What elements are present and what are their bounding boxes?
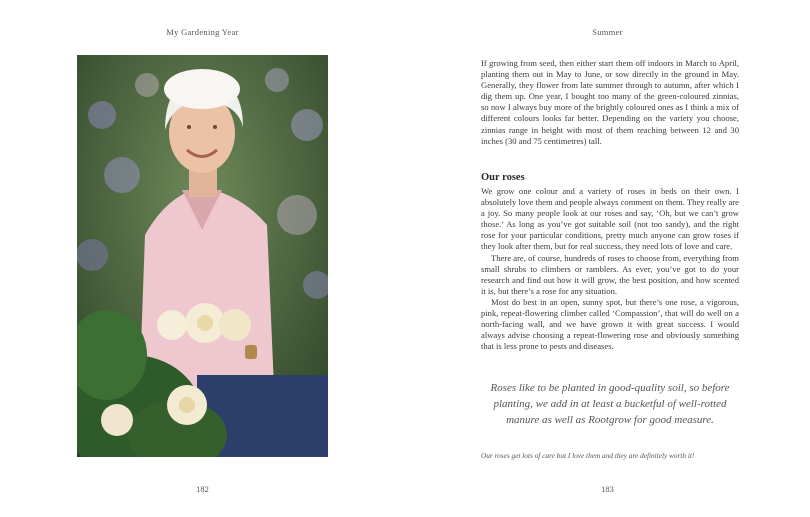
left-running-head: My Gardening Year (166, 27, 239, 37)
roses-paragraph: There are, of course, hundreds of roses to choose from, everything from small shrubs to climbers or ramblers. As ever, you’ve got to do your research and find out how it will grow, the best position, and how scented it is, but there’s a rose for any situation. (481, 252, 739, 296)
roses-section (481, 186, 739, 352)
right-running-head: Summer (592, 27, 623, 37)
portrait-photo (77, 55, 328, 457)
pull-quote: Roses like to be planted in good-quality soil, so before planting, we add in at least a bucketful of well-rotted manure as well as Rootgrow for good measure. (490, 382, 730, 426)
intro-paragraph-text: If growing from seed, then either start them off indoors in March to April, planting them out in May to June, or sow directly in the ground in May. Generally, they flower from late summer through to autumn, after which I dig them up. One year, I bought too many of the green-coloured zinnias, so now I always buy more of the brightly coloured ones as I think a mix of different colours looks far better. Depending on the variety you choose, zinnias range in height with most of them reaching between 12 and 30 inches (30 and 75 centimetres) tall. (481, 58, 739, 146)
left-folio: 182 (196, 484, 209, 494)
roses-paragraph: Most do best in an open, sunny spot, but there’s one rose, a vigorous, pink, repeat-flowering climber called ‘Compassion’, that will do well on a north-facing wall, and we have grown it with great success. I would always advise choosing a repeat-flowering rose and obviously something that is less prone to pests and diseases. (481, 296, 739, 352)
roses-paragraph: We grow one colour and a variety of roses in beds on their own. I absolutely love them and people always comment on them. They really are a joy. So many people look at our roses and say, ‘Oh, but we can’t grow those.’ As long as you’ve got suitable soil (not too sandy), and the right rose for your particular conditions, pretty much anyone can grow roses if they look after them, but for real success, they need lots of love and care. (481, 186, 739, 252)
section-heading: Our roses (481, 172, 525, 183)
intro-paragraph (481, 58, 739, 147)
right-page (405, 0, 810, 517)
photo-caption: Our roses get lots of care but I love them and they are definitely worth it! (481, 451, 695, 460)
photo-portrait-with-roses-icon (77, 55, 328, 457)
right-folio: 183 (601, 484, 614, 494)
